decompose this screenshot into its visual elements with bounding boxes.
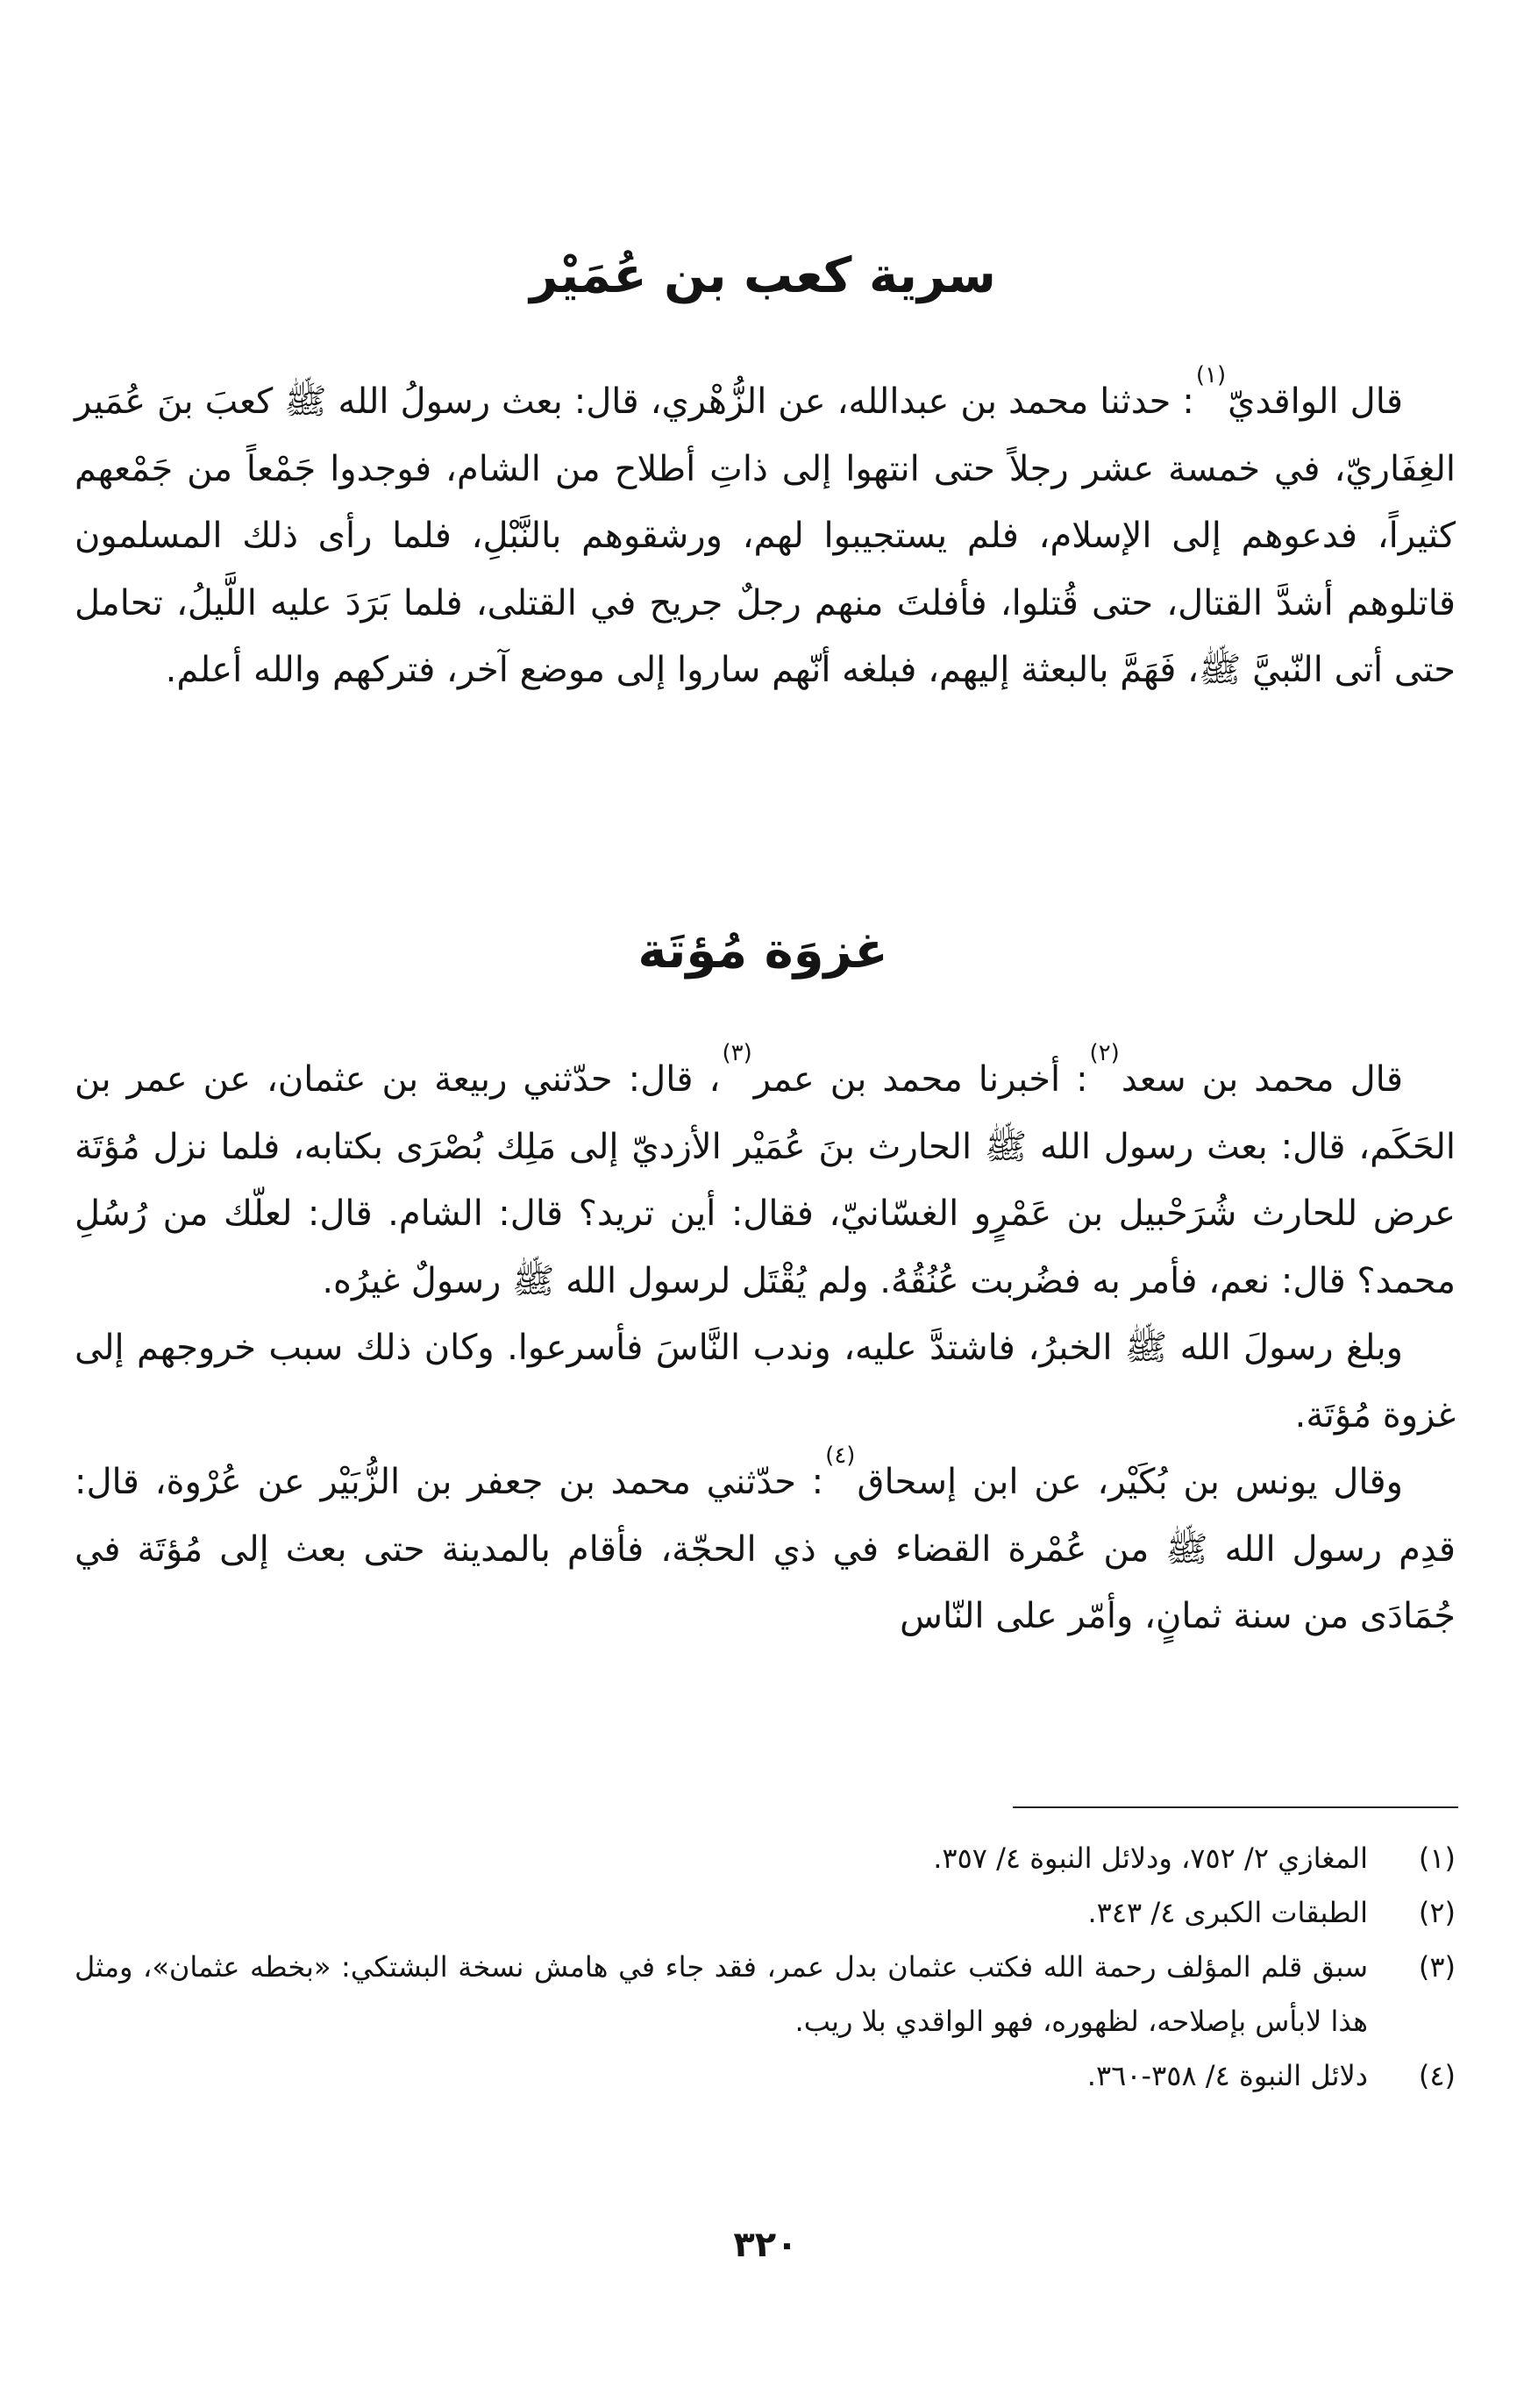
page-number: ٣٢٠: [733, 2225, 798, 2265]
footnote-number: (١): [1418, 1842, 1456, 1875]
footnote-number: (٤): [1418, 2059, 1456, 2092]
footnote-item: [75, 1885, 1456, 1940]
footnote-number: (٣): [1418, 1950, 1456, 1984]
footnote-text: دلائل النبوة ٤/ ٣٥٨-٣٦٠.: [1086, 2059, 1368, 2092]
footnote-item: [75, 1831, 1456, 1885]
paragraph-text: وقال يونس بن بُكَيْر، عن ابن إسحاق: [857, 1462, 1403, 1502]
footnote-ref-1: (١): [1195, 362, 1227, 388]
paragraph: [75, 1443, 1456, 1650]
footnote-item: [75, 2048, 1456, 2103]
paragraph-text: : أخبرنا محمد بن عمر: [753, 1059, 1088, 1100]
footnote-text: سبق قلم المؤلف رحمة الله فكتب عثمان بدل عمر، فقد جاء في هامش نسخة البشتكي: «بخطه عثمان»، ومثل هذا لابأس بإصلاحه، لظهوره، فهو الواقدي بلا ريب.: [75, 1950, 1368, 2038]
paragraph-text: قال الواقديّ: [1228, 381, 1404, 422]
footnote-divider: [1013, 1806, 1458, 1808]
section-body-ghazwat-mutah: [75, 1040, 1456, 1650]
footnote-ref-4: (٤): [825, 1443, 856, 1469]
section-body-kaab-ibn-umayr: [75, 362, 1456, 704]
section-title-kaab-ibn-umayr: سرية كعب بن عُمَيْر: [530, 247, 996, 304]
footnote-ref-2: (٢): [1089, 1040, 1120, 1066]
footnote-text: المغازي ٢/ ٧٥٢، ودلائل النبوة ٤/ ٣٥٧.: [933, 1842, 1368, 1875]
footnote-number: (٢): [1418, 1896, 1456, 1929]
footnotes-list: [75, 1831, 1456, 2103]
paragraph: [75, 362, 1456, 704]
section-title-ghazwat-mutah: غزوَة مُؤتَة: [637, 923, 888, 980]
paragraph: [75, 1040, 1456, 1314]
footnote-ref-3: (٣): [722, 1040, 752, 1066]
paragraph: [75, 1314, 1456, 1449]
paragraph-text: وبلغ رسولَ الله ﷺ الخبرُ، فاشتدَّ عليه، وندب النَّاسَ فأسرعوا. وكان ذلك سبب خروجهم إلى غزوة مُؤتَة.: [75, 1328, 1456, 1436]
paragraph-text: : حدّثني محمد بن جعفر بن الزُّبَيْر عن عُرْوة، قال: قدِم رسول الله ﷺ من عُمْرة القضاء في ذي الحجّة، فأقام بالمدينة حتى بعث إلى مُؤتَة في جُمَادَى من سنة ثمانٍ، وأمّر على النّاس: [75, 1462, 1456, 1636]
footnote-text: الطبقات الكبرى ٤/ ٣٤٣.: [1087, 1896, 1368, 1929]
footnote-item: [75, 1940, 1456, 2048]
paragraph-text: : حدثنا محمد بن عبدالله، عن الزُّهْري، قال: بعث رسولُ الله ﷺ كعبَ بنَ عُمَير الغِفَاريّ، في خمسة عشر رجلاً حتى انتهوا إلى ذاتِ أطلاح من الشام، فوجدوا جَمْعاً من جَمْعهم كثيراً، فدعوهم إلى الإسلام، فلم يستجيبوا لهم، ورشقوهم بالنَّبْلِ، فلما رأى ذلك المسلمون قاتلوهم أشدَّ القتال، حتى قُتلوا، فأفلتَ منهم رجلٌ جريح في القتلى، فلما بَرَدَ عليه اللَّيلُ، تحامل حتى أتى النّبيَّ ﷺ، فَهَمَّ بالبعثة إليهم، فبلغه أنّهم ساروا إلى موضع آخر، فتركهم والله أعلم.: [75, 381, 1456, 690]
paragraph-text: ، قال: حدّثني ربيعة بن عثمان، عن عمر بن الحَكَم، قال: بعث رسول الله ﷺ الحارث بنَ عُمَيْر الأزديّ إلى مَلِك بُصْرَى بكتابه، فلما نزل مُؤتَة عرض للحارث شُرَحْبيل بن عَمْرٍو الغسّانيّ، فقال: أين تريد؟ قال: الشام. قال: لعلّك من رُسُلِ محمد؟ قال: نعم، فأمر به فضُربت عُنُقُهُ. ولم يُقْتَل لرسول الله ﷺ رسولٌ غيرُه.: [75, 1059, 1456, 1301]
paragraph-text: قال محمد بن سعد: [1121, 1059, 1403, 1100]
